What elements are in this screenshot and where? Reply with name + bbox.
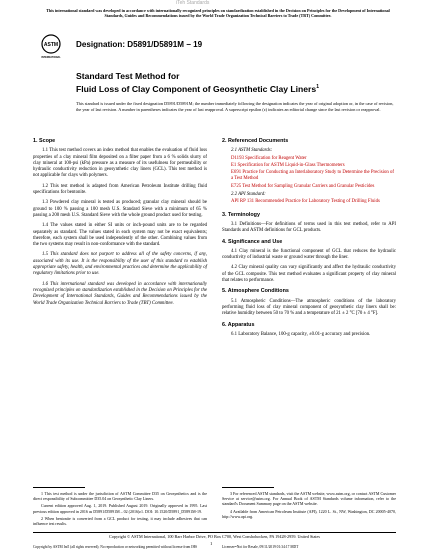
footer-divider xyxy=(33,532,396,533)
footnote: 4 Available from American Petroleum Institute (API), 1220 L. St., NW, Washington, DC 20005-4070, http://www.api.org. xyxy=(222,508,396,519)
footnote-divider xyxy=(222,487,274,488)
paragraph: 1.2 This test method is adapted from American Petroleum Institute drilling fluid specifications for bentonite. xyxy=(33,183,207,196)
paragraph: 4.1 Clay mineral is the functional component of GCL that reduces the hydraulic conductivity of industrial waste or ground water through the liner. xyxy=(222,248,396,261)
astm-logo-icon xyxy=(40,34,62,60)
paragraph: 1.1 This test method covers an index method that enables the evaluation of fluid loss properties of a clay mineral film deposited on a filter paper from a 6 % solids slurry of clay mineral at 100-psi (kPa) pressure as a measure of its usefulness for permeability or hydraulic conductivity reduction in geosynthetic clay liners (GCL). This test method is not applicable for clays with polymers. xyxy=(33,148,207,179)
paragraph: 3.1 Definitions—For definitions of terms used in this test method, refer to API Standards and ASTM definitions for GCL products. xyxy=(222,221,396,234)
copyright: Copyright © ASTM International, 100 Barr Harbor Drive, PO Box C700, West Conshohocken, PA 19428-2959. United States xyxy=(109,534,320,539)
astm-standards-label: 2.1 ASTM Standards: xyxy=(231,148,273,154)
paragraph: 1.5 This standard does not purport to address all of the safety concerns, if any, associated with its use. It is the responsibility of the user of this standard to establish appropriate safety, health, and environmental practices and determine the applicability of regulatory limitations prior to use. xyxy=(33,252,207,277)
ref-link[interactable]: API RP 131 Recommended Practice for Laboratory Testing of Drilling Fluids xyxy=(231,199,380,205)
paragraph: 1.6 This international standard was developed in accordance with internationally recognized principles on standardization established in the Decision on Principles for the Development of International Standards, Guides and Recommendations issued by the World Trade Organization Technical Barriers to Trade (TBT) Committee. xyxy=(33,281,207,306)
refs-heading: 2. Referenced Documents xyxy=(222,138,289,144)
page-number: 1 xyxy=(210,541,213,546)
paragraph: 4.2 Clay mineral quality can vary significantly and affect the hydraulic conductivity of the GCL composite. This test method evaluates a significant property of clay mineral that relates to performance. xyxy=(222,265,396,284)
paragraph: 6.1 Laboratory Balance, 100-g capacity, ±0.01-g accuracy and precision. xyxy=(231,331,371,337)
footnote: 2 When bentonite is converted from a GCL product for testing, it may include adhesives that can influence test results. xyxy=(33,515,207,527)
right-column xyxy=(222,138,396,342)
international-notice: This international standard was developed in accordance with internationally recognized principles on standardization established in the Decision on Principles for the Development of International Standards, Guides and Recommendations issued by the World Trade Organization Technical Barriers to Trade (TBT) Committee. xyxy=(46,8,390,19)
svg-text:ASTM: ASTM xyxy=(43,42,59,48)
title-line1: Standard Test Method for xyxy=(76,71,180,81)
apparatus-heading: 6. Apparatus xyxy=(222,321,255,328)
footnotes-left xyxy=(33,482,207,528)
license-left: Copyright by ASTM Int'l (all rights reserved); No reproduction or networking permitted without license from IHS xyxy=(33,545,198,549)
footnote: 3 For referenced ASTM standards, visit the ASTM website, www.astm.org, or contact ASTM Customer Service at service@astm.org. For Annual Book of ASTM Standards volume information, refer to the standard's Document Summary page on the ASTM website. xyxy=(222,491,396,507)
paragraph: 5.1 Atmospheric Conditions—The atmospheric conditions of the laboratory performing fluid loss of clay mineral component of geosynthetic clay liners shall be: relative humidity between 50 to 70 % and a temperature of 21 ± 2 °C [70 ± 4 °F]. xyxy=(222,298,396,317)
watermark: iTeh Standards xyxy=(176,0,210,6)
significance-heading: 4. Significance and Use xyxy=(222,238,283,245)
paragraph: 1.4 The values stated in either SI units or inch-pound units are to be regarded separately as standard. The values stated in each system may not be exact equivalents; therefore, each system shall be used independently of the other. Combining values from the two systems may result in non-conformance with the standard. xyxy=(33,223,207,248)
ref-link[interactable]: D1193 Specification for Reagent Water xyxy=(231,155,307,161)
footnote-divider xyxy=(33,487,85,488)
ref-link[interactable]: E1 Specification for ASTM Liquid-in-Glass Thermometers xyxy=(231,162,345,168)
license-right: Licensee=Not for Resale, 09/11/2019 01:34:17 MDT xyxy=(222,545,299,549)
atmosphere-heading: 5. Atmosphere Conditions xyxy=(222,288,289,295)
designation: Designation: D5891/D5891M − 19 xyxy=(76,40,203,49)
left-column xyxy=(33,138,207,311)
api-standard-label: 2.2 API Standard: xyxy=(231,192,266,198)
footnote: 1 This test method is under the jurisdiction of ASTM Committee D35 on Geosynthetics and is the direct responsibility of Subcommittee D35.04 on Geosynthetic Clay Liners. xyxy=(33,491,207,502)
svg-text:INTERNATIONAL: INTERNATIONAL xyxy=(41,56,61,59)
paragraph: 1.3 Powdered clay mineral is tested as produced; granular clay mineral should be ground to 100 % passing a 100 mesh U.S. Standard Sieve with a minimum of 65 % passing a 200 mesh U.S. Standard Sieve with the whole ground product used for testing. xyxy=(33,200,207,218)
issue-note: This standard is issued under the fixed designation D5891/D5891M; the number immediately following the designation indicates the year of original adoption or, in the case of revision, the year of last revision. A number in parentheses indicates the year of last reapproval. A superscript epsilon (ε) indicates an editorial change since the last revision or reapproval. xyxy=(76,101,394,112)
terminology-heading: 3. Terminology xyxy=(222,211,260,218)
title-line2: Fluid Loss of Clay Component of Geosynthetic Clay Liners$^1$ xyxy=(76,83,319,94)
ref-link[interactable]: E725 Test Method for Sampling Granular Carriers and Granular Pesticides xyxy=(231,183,375,189)
scope-heading: 1. Scope xyxy=(33,138,56,144)
page-title xyxy=(76,71,319,94)
ref-link[interactable]: E691 Practice for Conducting an Interlaboratory Study to Determine the Precision of a Test Method xyxy=(231,170,394,182)
footnotes-right xyxy=(222,482,396,521)
footnote: Current edition approved Aug. 1, 2019. Published August 2019. Originally approved in 1995. Last previous edition approved in 2016 as D5891/D5891M – 02 (2016)ε1. DOI: 10.1520/D5891_D5891M-19. xyxy=(33,503,207,514)
